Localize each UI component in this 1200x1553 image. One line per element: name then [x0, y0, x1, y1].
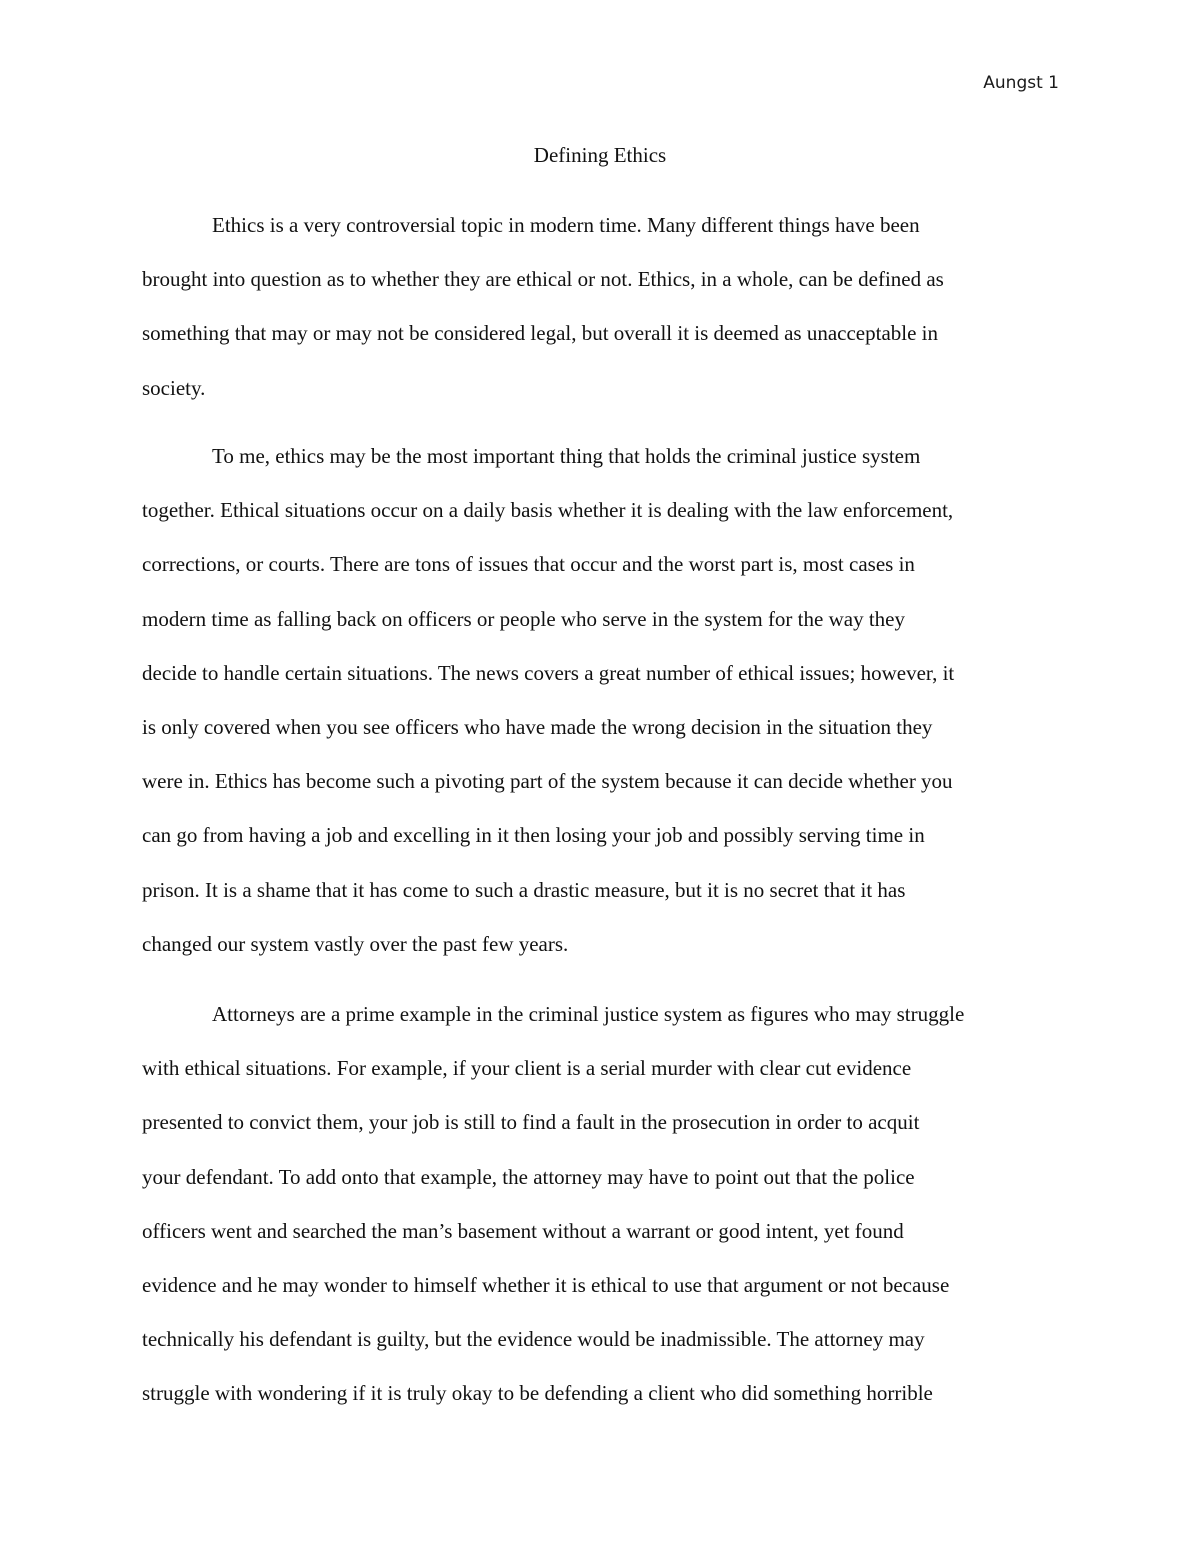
- paragraph-3: [142, 1001, 1062, 1435]
- paragraph-line: modern time as falling back on officers or people who serve in the system for the way they: [142, 606, 905, 631]
- paragraph-line: presented to convict them, your job is still to find a fault in the prosecution in order to acquit: [142, 1110, 920, 1135]
- paragraph-line: with ethical situations. For example, if your client is a serial murder with clear cut evidence: [142, 1056, 912, 1081]
- paragraph-line: To me, ethics may be the most important thing that holds the criminal justice system: [212, 444, 921, 468]
- paragraph-1: [142, 212, 1062, 429]
- document-title: Defining Ethics: [533, 143, 667, 167]
- paragraph-line: were in. Ethics has become such a pivoting part of the system because it can decide whether you: [142, 769, 953, 794]
- paragraph-line: together. Ethical situations occur on a daily basis whether it is dealing with the law enforcement,: [142, 498, 954, 523]
- paragraph-line: evidence and he may wonder to himself whether it is ethical to use that argument or not because: [142, 1272, 950, 1297]
- paragraph-line: technically his defendant is guilty, but the evidence would be inadmissible. The attorney may: [142, 1327, 925, 1352]
- paragraph-line: society.: [142, 375, 206, 400]
- paragraph-line: officers went and searched the man’s basement without a warrant or good intent, yet found: [142, 1218, 904, 1243]
- paragraph-line: is only covered when you see officers who have made the wrong decision in the situation they: [142, 714, 933, 739]
- paragraph-line: struggle with wondering if it is truly okay to be defending a client who did something horrible: [142, 1381, 933, 1406]
- paragraph-line: changed our system vastly over the past few years.: [142, 931, 569, 956]
- paragraph-line: brought into question as to whether they are ethical or not. Ethics, in a whole, can be defined as: [142, 267, 944, 292]
- paragraph-line: can go from having a job and excelling in it then losing your job and possibly serving time in: [142, 823, 925, 848]
- paragraph-line: something that may or may not be considered legal, but overall it is deemed as unacceptable in: [142, 321, 939, 346]
- paragraph-line: your defendant. To add onto that example, the attorney may have to point out that the police: [142, 1164, 915, 1189]
- paragraph-line: decide to handle certain situations. The news covers a great number of ethical issues; however, it: [142, 660, 955, 685]
- paragraph-line: Ethics is a very controversial topic in modern time. Many different things have been: [212, 213, 920, 237]
- paragraph-line: prison. It is a shame that it has come to such a drastic measure, but it is no secret that it has: [142, 877, 906, 902]
- page-header: Aungst 1: [983, 73, 1059, 93]
- paragraph-line: corrections, or courts. There are tons of issues that occur and the worst part is, most cases in: [142, 552, 915, 577]
- paragraph-2: [142, 443, 1062, 985]
- paragraph-line: Attorneys are a prime example in the criminal justice system as figures who may struggle: [212, 1002, 965, 1026]
